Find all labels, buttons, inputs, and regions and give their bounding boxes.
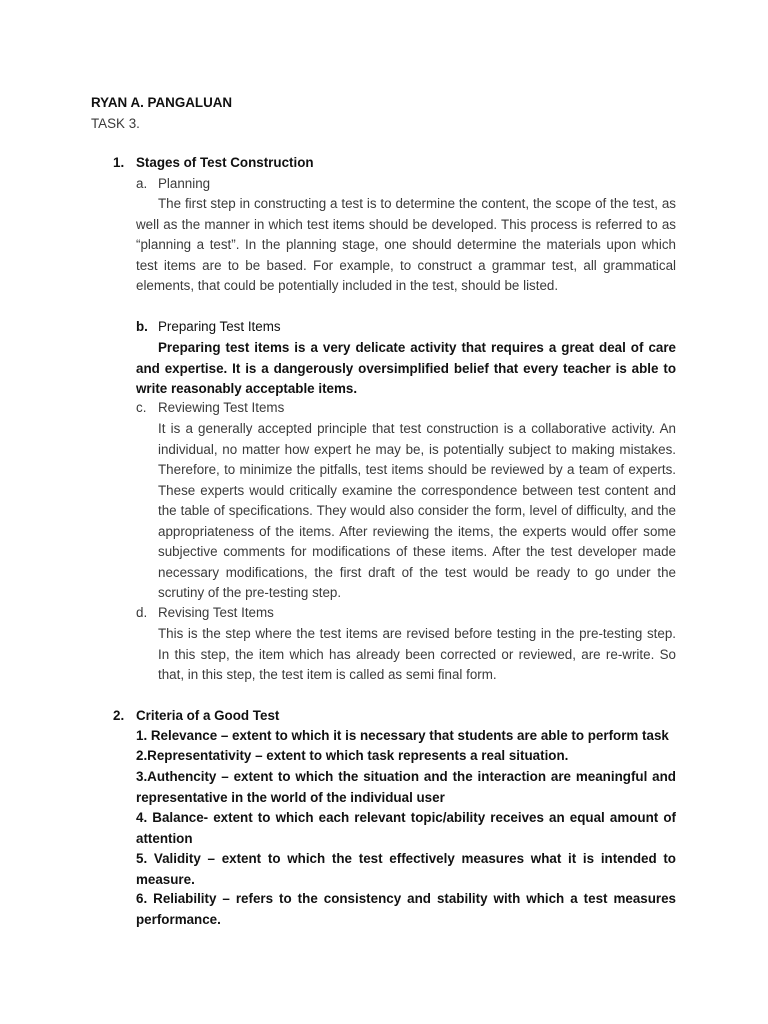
item-b-body: Preparing test items is a very delicate activity that requires a great deal of care and expertise. It is a dangerously oversimplified belief that every teacher is able to write reasonably acceptable items.	[136, 340, 676, 396]
item-a-body: The first step in constructing a test is to determine the content, the scope of the test, as well as the manner in which test items should be developed. This process is referred to as “planning a test”. In the planning stage, one should determine the materials upon which test items are to be based. For example, to construct a grammar test, all grammatical elements, that could be potentially included in the test, should be listed.	[136, 196, 676, 293]
section1-title: Stages of Test Construction	[136, 155, 314, 170]
criterion-5: 5. Validity – extent to which the test effectively measures what it is intended to measure.	[136, 851, 676, 887]
task-label: TASK 3.	[91, 116, 140, 131]
item-d-body: This is the step where the test items are revised before testing in the pre-testing step. In this step, the item which has already been corrected or reviewed, are re-write. So that, in this step, the test item is called as semi final form.	[158, 626, 676, 682]
section2-number: 2.	[113, 708, 125, 723]
author-name: RYAN A. PANGALUAN	[91, 95, 233, 110]
item-c-marker: c.	[136, 400, 147, 415]
item-d-heading: Revising Test Items	[158, 605, 274, 620]
item-c-heading: Reviewing Test Items	[158, 400, 285, 415]
criterion-3: 3.Authencity – extent to which the situation and the interaction are meaningful and representative in the world of the individual user	[136, 769, 676, 805]
item-a-heading: Planning	[158, 176, 211, 191]
item-a-marker: a.	[136, 176, 148, 191]
criterion-6: 6. Reliability – refers to the consistency and stability with which a test measures performance.	[136, 891, 676, 927]
section2-title: Criteria of a Good Test	[136, 708, 280, 723]
criterion-1: 1. Relevance – extent to which it is necessary that students are able to perform task	[136, 728, 669, 743]
item-d-marker: d.	[136, 605, 148, 620]
criterion-2: 2.Representativity – extent to which task represents a real situation.	[136, 748, 569, 763]
item-c-body: It is a generally accepted principle that test construction is a collaborative activity. An individual, no matter how expert he may be, is potentially subject to making mistakes. Therefore, to minimize the pitfalls, test items should be reviewed by a team of experts. These experts would critically examine the correspondence between test content and the table of specifications. They would also consider the form, level of difficulty, and the appropriateness of the items. After reviewing the items, the experts would offer some subjective comments for modifications of these items. After the test developer made necessary modifications, the first draft of the test would be ready to go under the scrutiny of the pre-testing step.	[158, 421, 676, 600]
item-b-marker: b.	[136, 319, 148, 334]
item-b-heading: Preparing Test Items	[158, 319, 281, 334]
section1-number: 1.	[113, 155, 125, 170]
criterion-4: 4. Balance- extent to which each relevant topic/ability receives an equal amount of attention	[136, 810, 676, 846]
